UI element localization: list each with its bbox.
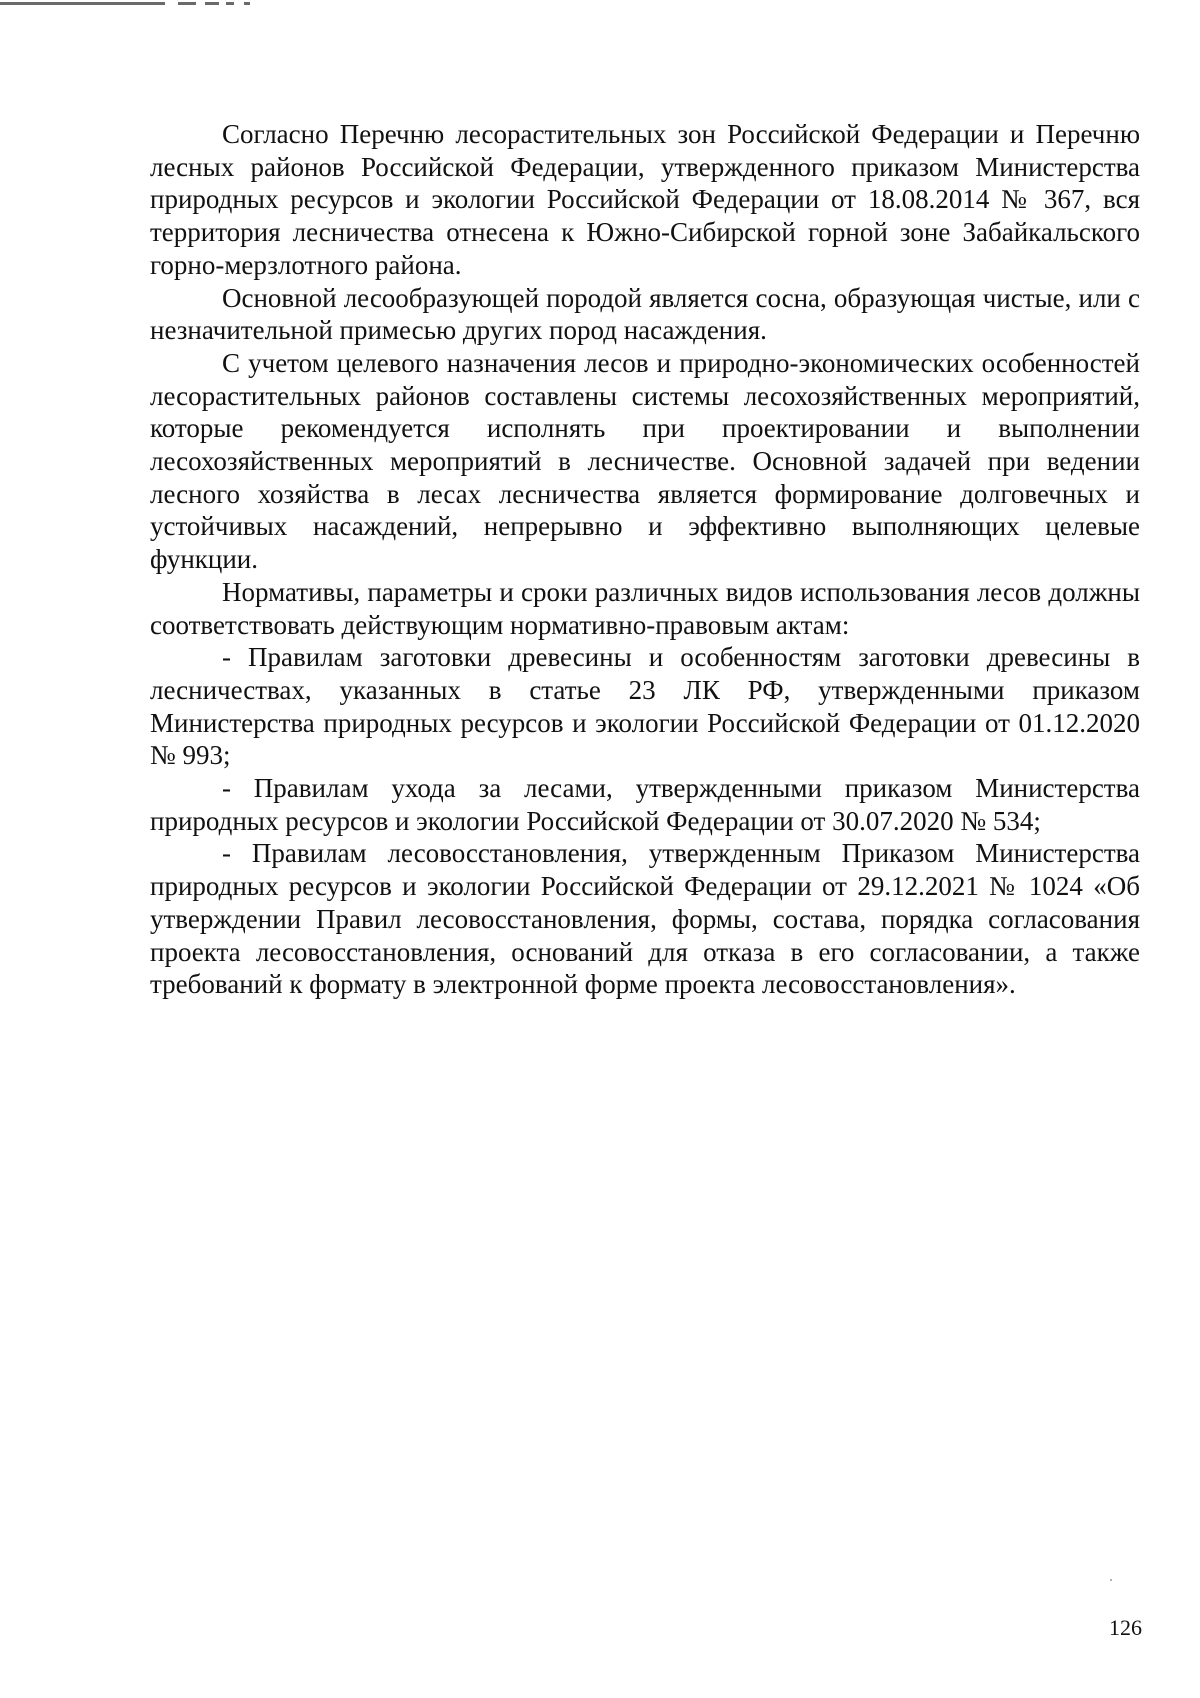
list-item-reforestation-rules: - Правилам лесовосстановления, утвержденным Приказом Министерства природных ресурсов и экологии Российской Федерации от 29.12.2021 № 1024 «Об утверждении Правил лесовосстановления, формы, состава, порядка согласования проекта лесовосстановления, оснований для отказа в его согласовании, а также требований к формату в электронной форме проекта лесовосстановления». [150, 838, 1140, 1000]
document-body [150, 118, 1140, 1001]
scan-speck [1110, 1579, 1112, 1581]
scan-edge-segment [244, 2, 250, 5]
paragraph-forest-zones: Согласно Перечню лесорастительных зон Российской Федерации и Перечню лесных районов Российской Федерации, утвержденного приказом Министерства природных ресурсов и экологии Российской Федерации от 18.08.2014 № 367, вся территория лесничества отнесена к Южно-Сибирской горной зоне Забайкальского горно-мерзлотного района. [150, 119, 1140, 280]
scan-edge-segment [205, 2, 219, 5]
scan-edge-segment [178, 2, 196, 5]
paragraph-main-species: Основной лесообразующей породой является сосна, образующая чистые, или с незначительной примесью других пород насаждения. [150, 282, 1140, 346]
paragraph-forestry-systems: С учетом целевого назначения лесов и природно-экономических особенностей лесорастительных районов составлены системы лесохозяйственных мероприятий, которые рекомендуется исполнять при проектировании и выполнении лесохозяйственных мероприятий в лесничестве. Основной задачей при ведении лесного хозяйства в лесах лесничества является формирование долговечных и устойчивых насаждений, непрерывно и эффективно выполняющих целевые функции. [150, 347, 1140, 575]
list-item-timber-harvesting-rules: - Правилам заготовки древесины и особенностям заготовки древесины в лесничествах, указанных в статье 23 ЛК РФ, утвержденными приказом Министерства природных ресурсов и экологии Российской Федерации от 01.12.2020 № 993; [150, 642, 1140, 771]
page-number: 126 [1109, 1615, 1142, 1640]
scan-edge-segment [226, 2, 234, 5]
scan-edge-segment [0, 2, 165, 5]
paragraph-norms-intro: Нормативы, параметры и сроки различных видов использования лесов должны соответствовать действующим нормативно-правовым актам: [150, 576, 1140, 640]
list-item-forest-care-rules: - Правилам ухода за лесами, утвержденными приказом Министерства природных ресурсов и экологии Российской Федерации от 30.07.2020 № 534; [150, 773, 1140, 836]
scan-edge-artifact [0, 0, 300, 6]
